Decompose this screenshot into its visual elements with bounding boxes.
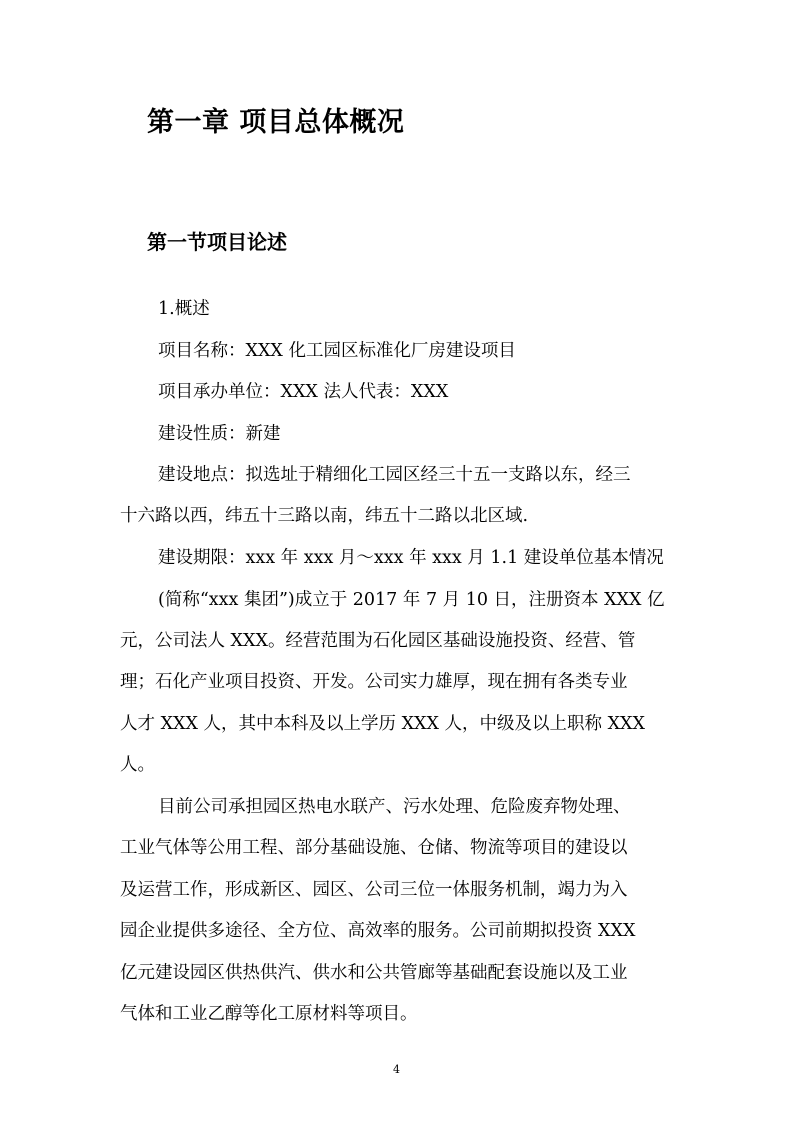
- body-line: 元，公司法人 XXX。经营范围为石化园区基础设施投资、经营、管: [120, 631, 636, 651]
- body-line: 工业气体等公用工程、部分基础设施、仓储、物流等项目的建设以: [120, 838, 628, 858]
- project-name-line: 项目名称：XXX 化工园区标准化厂房建设项目: [158, 341, 516, 361]
- body-line: 十六路以西，纬五十三路以南，纬五十二路以北区域.: [120, 506, 529, 526]
- body-line: 人才 XXX 人，其中本科及以上学历 XXX 人，中级及以上职称 XXX: [120, 714, 645, 734]
- body-line: 理；石化产业项目投资、开发。公司实力雄厚，现在拥有各类专业: [120, 672, 628, 692]
- body-line: 人。: [120, 755, 155, 775]
- project-sponsor-line: 项目承办单位：XXX 法人代表：XXX: [158, 382, 449, 402]
- section-title: 第一节项目论述: [147, 230, 287, 254]
- overview-heading: 1.概述: [158, 299, 210, 319]
- page-number: 4: [393, 1063, 400, 1076]
- body-line: 园企业提供多途径、全方位、高效率的服务。公司前期拟投资 XXX: [120, 921, 636, 941]
- construction-nature-line: 建设性质：新建: [158, 424, 281, 444]
- construction-site-line: 建设地点：拟选址于精细化工园区经三十五一支路以东，经三: [158, 465, 631, 485]
- body-line: 气体和工业乙醇等化工原材料等项目。: [120, 1004, 418, 1024]
- body-line: 及运营工作，形成新区、园区、公司三位一体服务机制，竭力为入: [120, 880, 628, 900]
- body-line: (简称“xxx 集团”)成立于 2017 年 7 月 10 日，注册资本 XXX 亿: [158, 590, 665, 610]
- construction-period-line: 建设期限：xxx 年 xxx 月～xxx 年 xxx 月 1.1 建设单位基本情况: [158, 548, 664, 568]
- body-line: 亿元建设园区供热供汽、供水和公共管廊等基础配套设施以及工业: [120, 963, 628, 983]
- chapter-title: 第一章 项目总体概况: [147, 107, 405, 138]
- body-line: 目前公司承担园区热电水联产、污水处理、危险废弃物处理、: [158, 797, 631, 817]
